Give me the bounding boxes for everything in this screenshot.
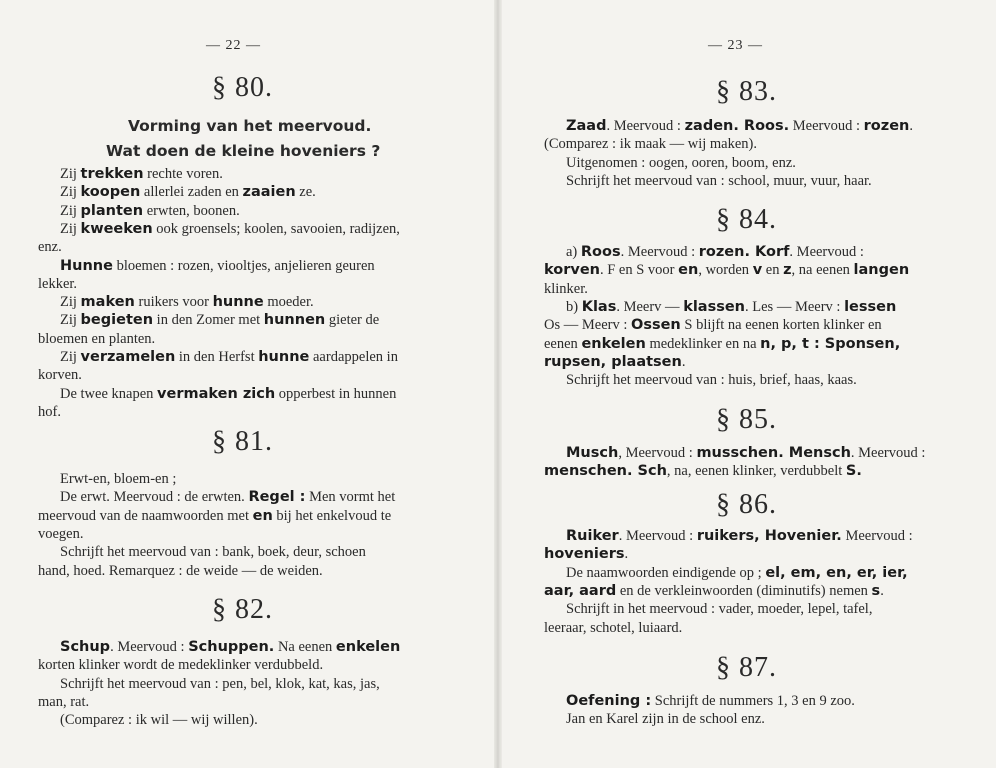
text-run: . Meervoud : (110, 639, 189, 655)
bold-term: trekken (80, 166, 144, 182)
text-run: Schrijft het meervoud van : pen, bel, klok, kat, kas, jas, (60, 675, 380, 692)
text-line (60, 385, 396, 403)
text-run: bij het enkelvoud te (272, 507, 392, 524)
text-line (38, 525, 84, 543)
text-line (566, 371, 857, 389)
text-run: hof. (38, 403, 61, 420)
text-line (566, 172, 872, 190)
bold-term: aar, aard (544, 582, 617, 599)
left-page (0, 0, 496, 768)
page-number-right: — 23 — (708, 38, 763, 53)
section-heading-80: § 80. (212, 72, 273, 103)
text-run: aardappelen in (309, 349, 398, 365)
text-line (544, 335, 900, 353)
text-run: Men vormt het (305, 489, 396, 506)
text-run: eenen (544, 335, 582, 352)
text-line (38, 275, 77, 293)
text-run: medeklinker en na (645, 335, 761, 352)
bold-term: z (783, 262, 792, 279)
text-line (38, 366, 82, 384)
text-run: Zij (60, 184, 81, 201)
text-run: . F en S voor (599, 262, 679, 279)
bold-term: Regel : (248, 489, 306, 506)
bold-term: langen (853, 262, 910, 279)
text-line (544, 545, 628, 563)
text-line (38, 507, 391, 525)
text-line (60, 257, 375, 275)
text-run: Zij (60, 349, 81, 365)
text-run: Zij (60, 202, 81, 219)
text-line (544, 582, 884, 600)
bold-term: enkelen (335, 639, 401, 655)
text-run: Zij (60, 166, 81, 182)
text-run: Meervoud : (789, 118, 864, 134)
bold-term: klassen (683, 298, 746, 315)
bold-term: rozen (863, 118, 910, 134)
text-run: . Meervoud : (850, 445, 926, 461)
bold-term: verzamelen (80, 349, 176, 365)
text-line (60, 675, 380, 693)
text-run: Schrijft in het meervoud : vader, moeder, lepel, tafel, (566, 601, 873, 618)
text-run: Schrijft het meervoud van : school, muur, vuur, haar. (566, 172, 872, 189)
section-heading-84: § 84. (716, 204, 777, 235)
bold-term: Zaad (566, 118, 607, 134)
bold-term: kweeken (80, 220, 153, 237)
text-run: korten klinker wordt de medeklinker verdubbeld. (38, 657, 324, 674)
section-heading-81: § 81. (212, 426, 273, 457)
text-run: allerlei zaden en (140, 184, 243, 201)
bold-term: el, em, en, er, ier, (765, 564, 908, 581)
text-line (60, 293, 314, 311)
bold-term: menschen. Sch (544, 463, 667, 480)
text-line (544, 261, 909, 279)
text-run: opperbest in hunnen (275, 385, 397, 402)
text-run: Schrijft het meervoud van : huis, brief, haas, kaas. (566, 372, 857, 389)
text-run: leeraar, schotel, luiaard. (544, 619, 683, 636)
section-heading-86: § 86. (716, 489, 777, 520)
text-run: gieter de (325, 312, 380, 329)
text-line (38, 403, 61, 421)
text-line (544, 353, 685, 371)
text-line (38, 562, 323, 580)
text-run: bloemen en planten. (38, 330, 156, 347)
text-run: . (624, 546, 629, 563)
bold-term: hoveniers (544, 546, 625, 563)
text-run: . Meerv — (616, 298, 684, 315)
text-line (38, 656, 323, 674)
text-run: hand, hoed. Remarquez : de weide — de weiden. (38, 562, 323, 579)
text-line (566, 692, 855, 710)
bold-term: n, p, t : Sponsen, (760, 335, 901, 352)
text-run: . (909, 118, 913, 134)
text-run: . Meervoud : (606, 118, 685, 134)
bold-term: hunnen (263, 312, 326, 329)
text-run: moeder. (263, 294, 314, 311)
text-line (60, 711, 258, 729)
text-line (60, 165, 223, 183)
bold-term: hunne (212, 294, 264, 311)
text-run: Erwt-en, bloem-en ; (60, 471, 177, 487)
text-run: , worden (698, 262, 753, 279)
text-line (60, 220, 400, 238)
text-run: , na eenen (791, 262, 854, 279)
text-run: Schrijft het meervoud van : bank, boek, deur, schoen (60, 544, 366, 561)
text-line (38, 693, 89, 711)
text-run: . Les — Meerv : (745, 298, 845, 315)
text-run: . (880, 582, 884, 599)
text-line (566, 444, 925, 462)
text-run: lekker. (38, 275, 78, 292)
bold-term: v (752, 262, 763, 279)
text-line (566, 298, 896, 316)
text-run: Zij (60, 312, 81, 329)
bold-term: rupsen, plaatsen (544, 353, 682, 370)
bold-term: Ruiker (566, 528, 619, 544)
text-line (544, 135, 757, 153)
bold-term: Ossen (631, 317, 681, 334)
text-line (566, 154, 796, 172)
text-line (544, 280, 588, 298)
bold-term: vermaken zich (157, 385, 276, 402)
text-run: voegen. (38, 525, 84, 542)
text-line (544, 619, 682, 637)
section-question: Wat doen de kleine hoveniers ? (106, 142, 381, 160)
text-run: in den Zomer met (153, 312, 264, 329)
text-run: man, rat. (38, 693, 90, 710)
bold-term: lessen (844, 298, 897, 315)
bold-term: begieten (80, 312, 154, 329)
text-line (566, 117, 913, 135)
text-line (60, 311, 379, 329)
text-run: a) (566, 244, 581, 260)
text-line (566, 564, 908, 582)
text-line (38, 238, 62, 256)
text-run: (Comparez : ik maak — wij maken). (544, 136, 758, 153)
bold-term: zaaien (242, 184, 296, 201)
text-run: erwten, boonen. (143, 202, 240, 219)
bold-term: musschen. Mensch (696, 445, 851, 461)
text-run: . Meervoud : (620, 244, 699, 260)
bold-term: Schuppen. (188, 639, 275, 655)
text-line (544, 462, 862, 480)
text-run: klinker. (544, 280, 588, 297)
text-run: Na eenen (274, 639, 336, 655)
text-run: Uitgenomen : oogen, ooren, boom, enz. (566, 154, 796, 171)
text-run: , Meervoud : (618, 445, 697, 461)
text-run: rechte voren. (143, 166, 223, 182)
text-run: . Meervoud : (618, 528, 697, 544)
text-run: . (681, 353, 686, 370)
text-run: Zij (60, 220, 81, 237)
text-run: Meervoud : (841, 528, 913, 544)
text-line (60, 543, 366, 561)
bold-term: koopen (80, 184, 141, 201)
text-line (566, 527, 913, 545)
text-run: , na, eenen klinker, verdubbelt (666, 463, 846, 480)
text-run: . Meervoud : (789, 244, 864, 260)
text-run: en de verkleinwoorden (diminutifs) nemen (616, 582, 872, 599)
text-line (566, 243, 864, 261)
text-run: Zij (60, 294, 81, 311)
bold-term: planten (80, 202, 144, 219)
bold-term: Roos (580, 244, 621, 260)
bold-term: en (678, 262, 699, 279)
bold-term: S. (845, 463, 862, 480)
text-line (60, 470, 176, 488)
bold-term: Klas (581, 298, 617, 315)
section-heading-87: § 87. (716, 652, 777, 683)
bold-term: ruikers, Hovenier. (696, 528, 842, 544)
bold-term: enkelen (581, 335, 646, 352)
bold-term: Musch (566, 445, 619, 461)
text-run: en (762, 262, 784, 279)
text-line (60, 348, 398, 366)
text-line (544, 316, 882, 334)
section-title: Vorming van het meervoud. (128, 117, 372, 135)
right-page (500, 0, 996, 768)
text-run: Jan en Karel zijn in de school enz. (566, 711, 765, 728)
text-run: bloemen : rozen, viooltjes, anjelieren geuren (112, 257, 375, 274)
bold-term: rozen. Korf (698, 244, 790, 260)
text-run: enz. (38, 239, 62, 256)
page-number-left: — 22 — (206, 38, 261, 53)
text-run: Schrijft de nummers 1, 3 en 9 zoo. (651, 693, 855, 709)
section-heading-82: § 82. (212, 594, 273, 625)
bold-term: Hunne (60, 257, 113, 274)
text-line (60, 488, 395, 506)
bold-term: s (871, 582, 881, 599)
text-run: ook groensels; koolen, savooien, radijzen, (152, 220, 400, 237)
bold-term: zaden. Roos. (684, 118, 790, 134)
bold-term: hunne (258, 349, 310, 365)
text-run: De naamwoorden eindigende op ; (566, 564, 766, 581)
text-run: b) (566, 298, 582, 315)
section-heading-85: § 85. (716, 404, 777, 435)
bold-term: Oefening : (566, 693, 652, 709)
text-run: (Comparez : ik wil — wij willen). (60, 712, 258, 729)
text-line (38, 330, 155, 348)
bold-term: Schup (60, 639, 111, 655)
text-line (566, 710, 765, 728)
bold-term: korven (544, 262, 600, 279)
text-run: ruikers voor (134, 294, 213, 311)
bold-term: maken (80, 294, 135, 311)
text-run: in den Herfst (175, 349, 259, 365)
text-run: ze. (295, 184, 316, 201)
bold-term: en (252, 507, 273, 524)
text-line (566, 600, 872, 618)
text-run: Os — Meerv : (544, 317, 631, 334)
text-line (60, 202, 240, 220)
text-run: S blijft na eenen korten klinker en (680, 317, 882, 334)
text-line (60, 638, 400, 656)
text-run: korven. (38, 367, 82, 384)
text-run: De twee knapen (60, 385, 158, 402)
text-line (60, 183, 316, 201)
section-heading-83: § 83. (716, 76, 777, 107)
text-run: De erwt. Meervoud : de erwten. (60, 489, 249, 506)
text-run: meervoud van de naamwoorden met (38, 507, 253, 524)
